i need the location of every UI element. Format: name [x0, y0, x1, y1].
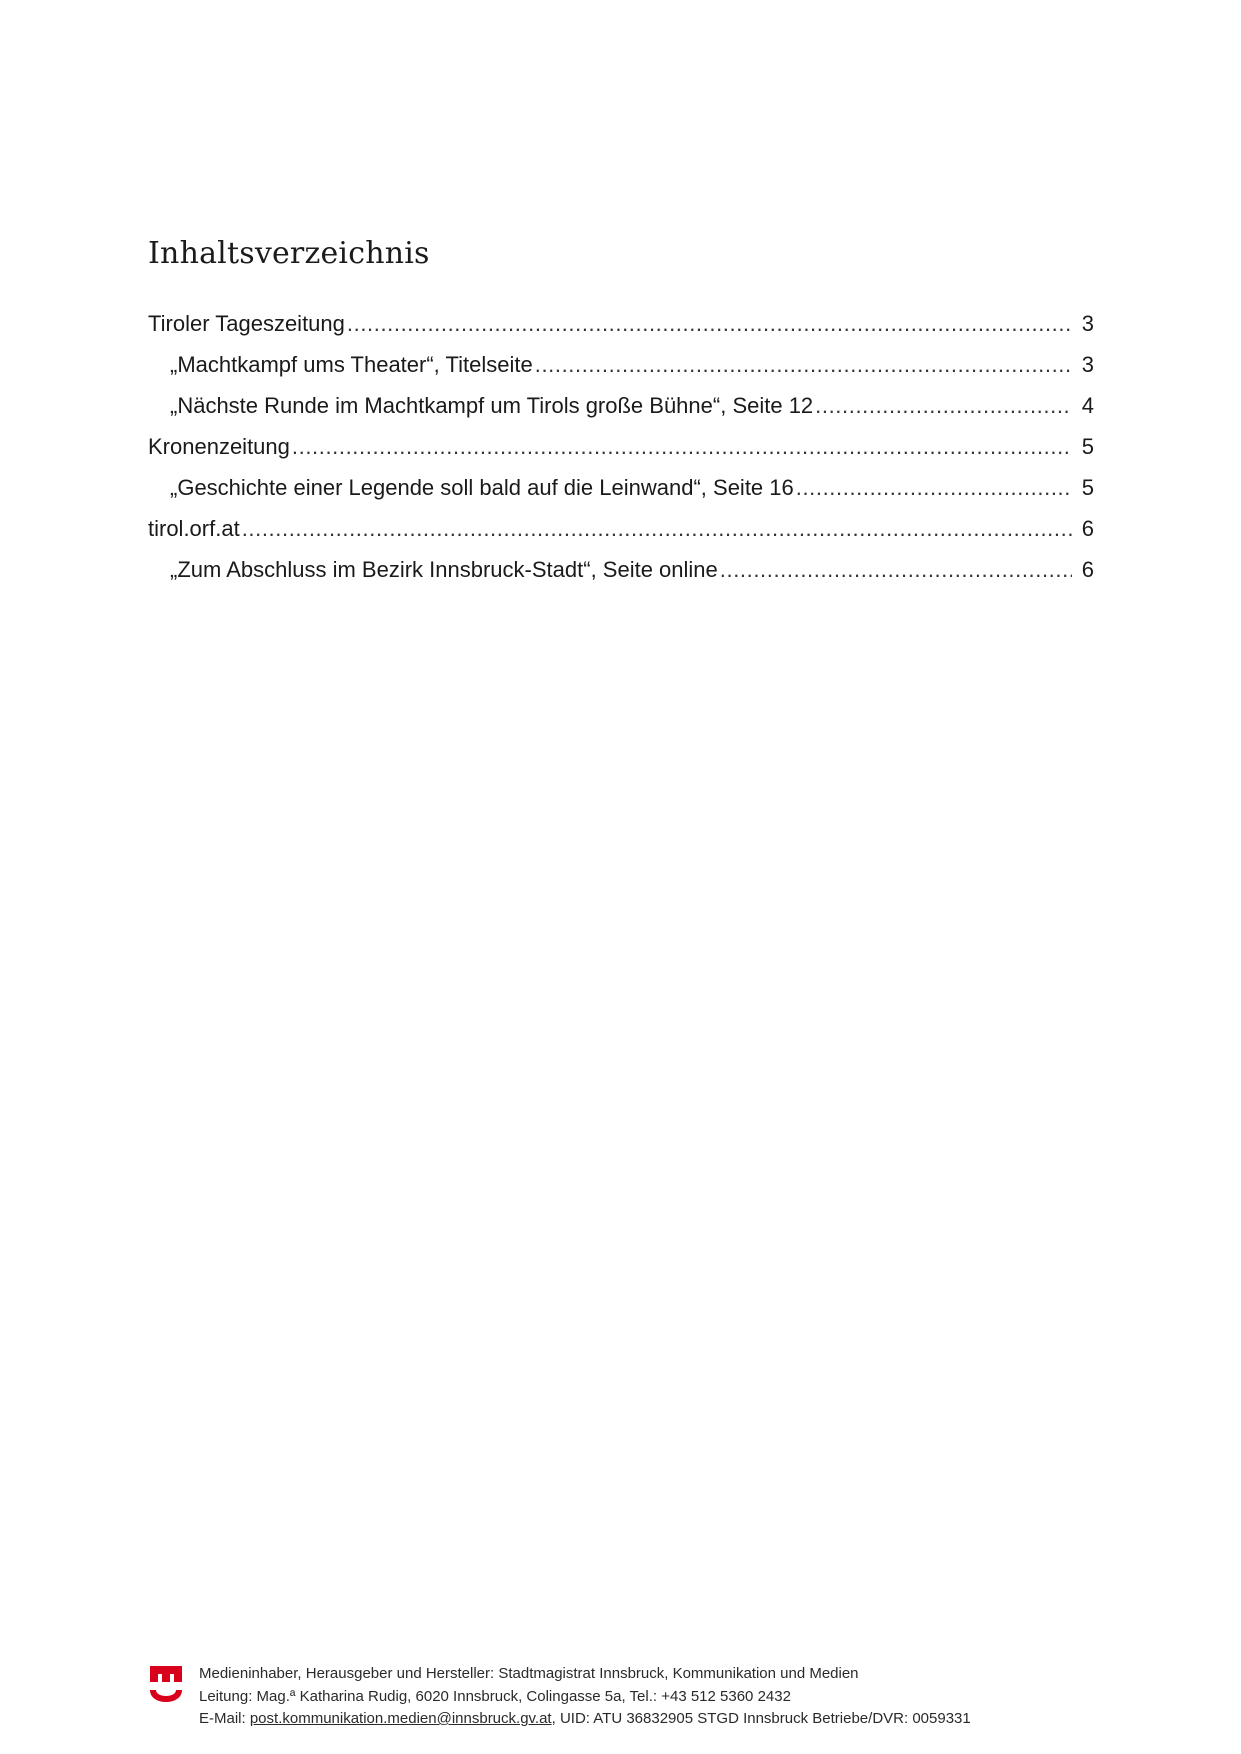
toc-entry-page: 5 — [1081, 475, 1094, 500]
toc-entry-label: „Geschichte einer Legende soll bald auf die Leinwand“, Seite 16 — [170, 475, 794, 500]
toc-entry[interactable] — [148, 385, 1094, 426]
footer-imprint — [199, 1663, 971, 1731]
toc-entry-label: „Machtkampf ums Theater“, Titelseite — [170, 352, 533, 377]
table-of-contents — [148, 303, 1094, 590]
toc-entry[interactable] — [148, 467, 1094, 508]
toc-dot-leader — [347, 303, 1072, 344]
toc-dot-leader — [720, 549, 1072, 590]
toc-entry-page: 5 — [1081, 434, 1094, 459]
toc-entry-label: „Nächste Runde im Machtkampf um Tirols große Bühne“, Seite 12 — [170, 393, 814, 418]
toc-entry-label: Kronenzeitung — [148, 434, 290, 459]
toc-entry[interactable] — [148, 426, 1094, 467]
toc-entry-page: 4 — [1081, 393, 1094, 418]
toc-entry-page: 6 — [1081, 557, 1094, 582]
toc-dot-leader — [535, 344, 1072, 385]
toc-entry-page: 6 — [1081, 516, 1094, 541]
toc-entry-label: „Zum Abschluss im Bezirk Innsbruck-Stadt“, Seite online — [170, 557, 718, 582]
toc-entry-label: tirol.orf.at — [148, 516, 240, 541]
toc-entry-label: Tiroler Tageszeitung — [148, 311, 345, 336]
footer-line-publisher: Medieninhaber, Herausgeber und Hersteller: Stadtmagistrat Innsbruck, Kommunikation und Medien — [199, 1665, 859, 1682]
footer-uid-text: , UID: ATU 36832905 STGD Innsbruck Betriebe/DVR: 0059331 — [551, 1710, 971, 1727]
footer-line-email — [199, 1708, 971, 1731]
toc-dot-leader — [796, 467, 1072, 508]
toc-entry[interactable] — [148, 549, 1094, 590]
footer-line-contact: Leitung: Mag.ª Katharina Rudig, 6020 Innsbruck, Colingasse 5a, Tel.: +43 512 5360 2432 — [199, 1687, 791, 1705]
footer-email-link[interactable]: post.kommunikation.medien@innsbruck.gv.at — [249, 1710, 552, 1727]
toc-entry-page: 3 — [1081, 311, 1094, 336]
toc-entry[interactable] — [148, 344, 1094, 385]
toc-entry[interactable] — [148, 303, 1094, 344]
innsbruck-city-logo-icon — [150, 1666, 182, 1710]
toc-dot-leader — [815, 385, 1072, 426]
toc-dot-leader — [292, 426, 1072, 467]
toc-entry-page: 3 — [1081, 352, 1094, 377]
toc-title: Inhaltsverzeichnis — [148, 236, 430, 271]
toc-entry[interactable] — [148, 508, 1094, 549]
footer-email-prefix: E-Mail: — [199, 1710, 250, 1727]
toc-dot-leader — [242, 508, 1072, 549]
